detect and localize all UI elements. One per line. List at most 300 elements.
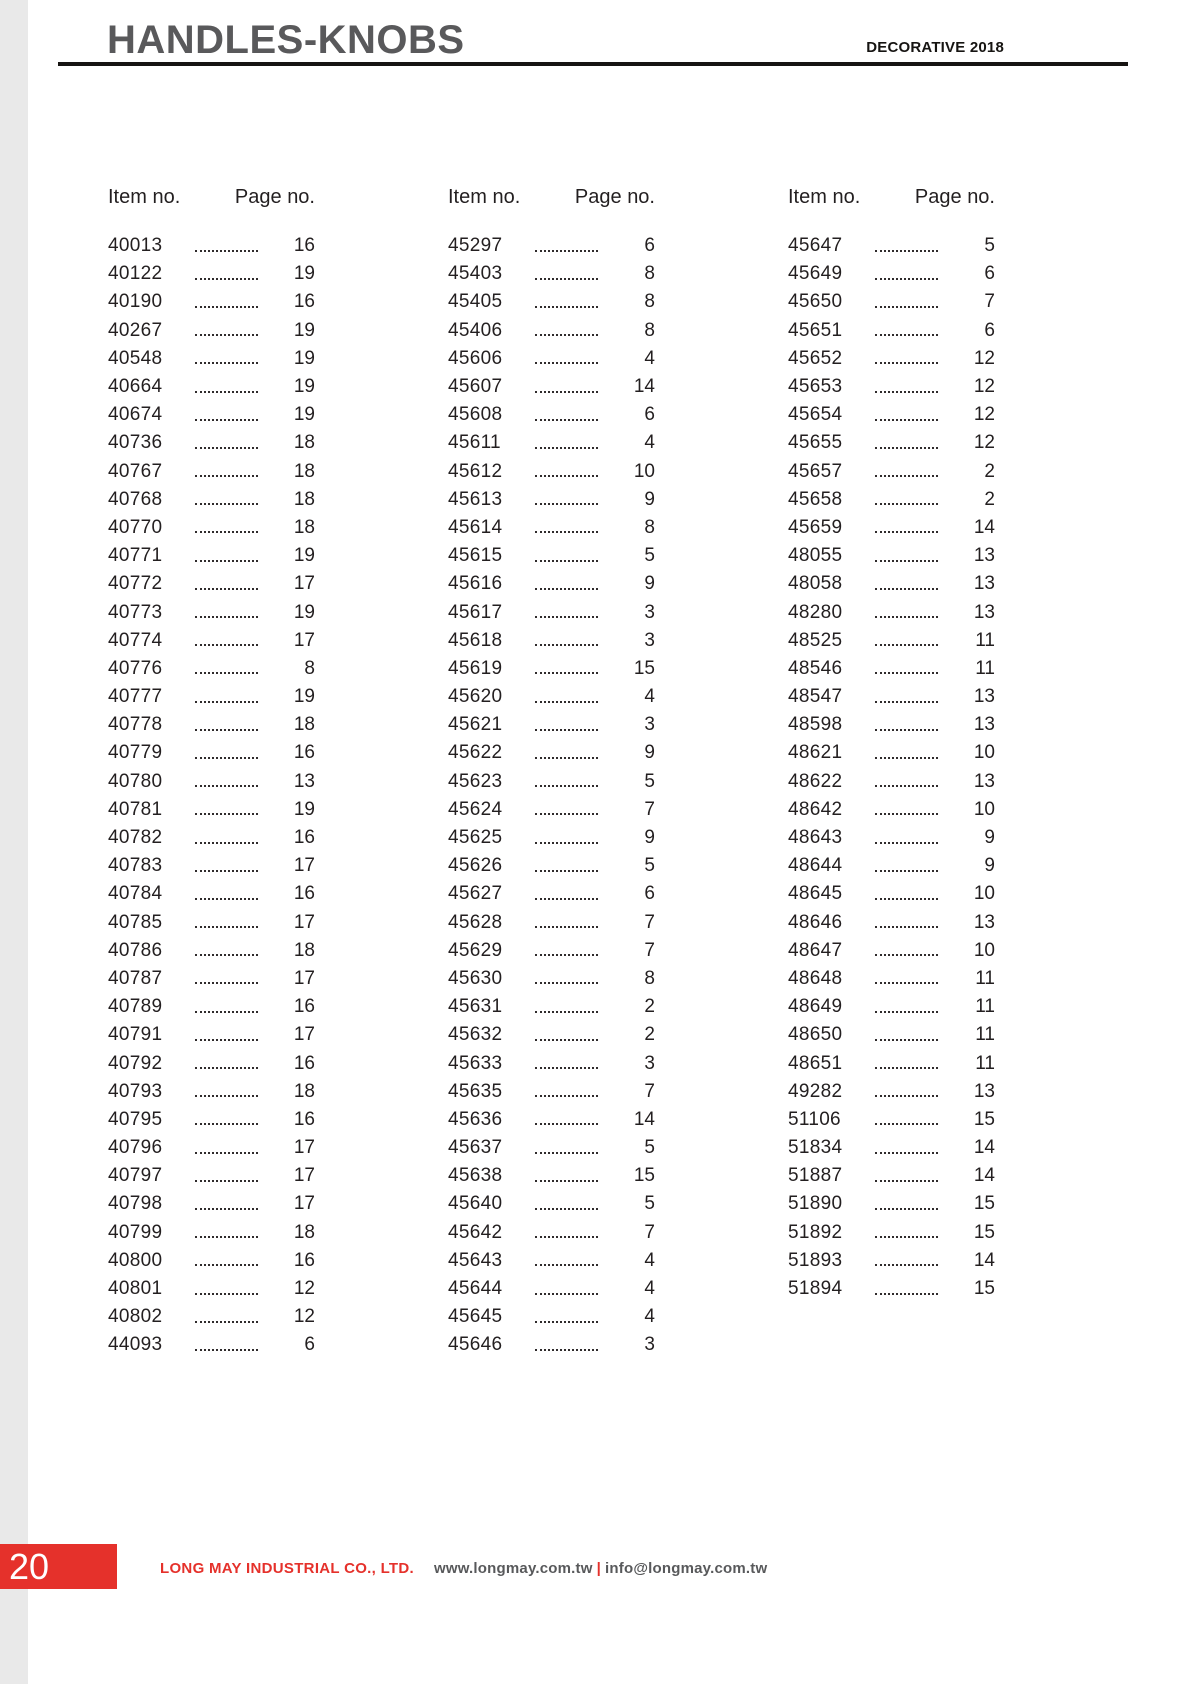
page-no: 7: [984, 291, 995, 313]
footer-separator: |: [596, 1560, 602, 1577]
dotted-leader: [195, 1340, 258, 1351]
dotted-leader: [875, 1058, 938, 1069]
index-row: [108, 880, 315, 908]
index-row: [108, 909, 315, 937]
page-no: 3: [644, 1052, 655, 1074]
dotted-leader: [535, 438, 598, 449]
page-no: 13: [973, 686, 995, 708]
page-no: 8: [644, 967, 655, 989]
page-no: 19: [293, 545, 315, 567]
page-no: 17: [293, 1137, 315, 1159]
dotted-leader: [535, 466, 598, 477]
page-number-badge: [0, 1544, 117, 1589]
page-no: 13: [973, 911, 995, 933]
dotted-leader: [195, 1227, 258, 1238]
page-no: 10: [633, 460, 655, 482]
item-no: 45612: [448, 460, 503, 482]
index-row: [788, 401, 995, 429]
dotted-leader: [535, 945, 598, 956]
dotted-leader: [535, 325, 598, 336]
index-row: [108, 739, 315, 767]
page-no: 7: [644, 1080, 655, 1102]
index-row: [788, 880, 995, 908]
dotted-leader: [535, 551, 598, 562]
index-row: [108, 345, 315, 373]
index-row: [448, 232, 655, 260]
dotted-leader: [535, 1171, 598, 1182]
index-row: [788, 683, 995, 711]
index-row: [788, 598, 995, 626]
dotted-leader: [195, 1086, 258, 1097]
index-row: [448, 1021, 655, 1049]
dotted-leader: [875, 1086, 938, 1097]
page-no: 16: [293, 291, 315, 313]
index-row: [448, 429, 655, 457]
index-row: [788, 514, 995, 542]
item-no: 45621: [448, 714, 503, 736]
index-row: [108, 993, 315, 1021]
item-no: 45613: [448, 488, 503, 510]
item-no: 40793: [108, 1080, 163, 1102]
page-no: 4: [644, 432, 655, 454]
dotted-leader: [535, 635, 598, 646]
index-row: [788, 1106, 995, 1134]
page-no: 6: [644, 883, 655, 905]
page-no: 14: [973, 1165, 995, 1187]
page-no: 17: [293, 1024, 315, 1046]
item-no: 40548: [108, 347, 163, 369]
dotted-leader: [195, 973, 258, 984]
item-no: 45629: [448, 939, 503, 961]
page-no: 17: [293, 911, 315, 933]
dotted-leader: [875, 551, 938, 562]
index-row: [108, 317, 315, 345]
item-no: 45617: [448, 601, 503, 623]
dotted-leader: [195, 382, 258, 393]
page-no: 14: [633, 376, 655, 398]
item-no: 48649: [788, 996, 843, 1018]
page-no: 13: [973, 714, 995, 736]
page-no: 16: [293, 827, 315, 849]
page-no: 2: [644, 1024, 655, 1046]
index-row: [448, 1247, 655, 1275]
page-no: 6: [644, 404, 655, 426]
dotted-leader: [195, 1114, 258, 1125]
dotted-leader: [195, 833, 258, 844]
dotted-leader: [875, 663, 938, 674]
page-no: 16: [293, 742, 315, 764]
page-no: 12: [293, 1278, 315, 1300]
index-row: [448, 1190, 655, 1218]
item-no: 48642: [788, 798, 843, 820]
index-row: [108, 542, 315, 570]
page-no: 5: [644, 855, 655, 877]
page-no: 16: [293, 883, 315, 905]
dotted-leader: [875, 382, 938, 393]
page-no: 18: [293, 939, 315, 961]
dotted-leader: [195, 861, 258, 872]
dotted-leader: [875, 973, 938, 984]
page-no-header: Page no.: [234, 186, 315, 208]
item-no: 48651: [788, 1052, 843, 1074]
dotted-leader: [195, 663, 258, 674]
index-column-2: [448, 183, 655, 1360]
item-no: 51890: [788, 1193, 843, 1215]
index-row: [448, 542, 655, 570]
dotted-leader: [535, 410, 598, 421]
page-no: 11: [975, 967, 995, 989]
page-footer: [160, 1560, 767, 1577]
page-no: 12: [973, 347, 995, 369]
dotted-leader: [535, 917, 598, 928]
index-row: [448, 768, 655, 796]
page-no: 17: [293, 967, 315, 989]
item-no: 45623: [448, 770, 503, 792]
index-row: [108, 1247, 315, 1275]
dotted-leader: [195, 776, 258, 787]
dotted-leader: [195, 1171, 258, 1182]
index-row: [448, 683, 655, 711]
index-row: [108, 852, 315, 880]
page-no: 19: [293, 376, 315, 398]
item-no: 40785: [108, 911, 163, 933]
dotted-leader: [875, 325, 938, 336]
item-no: 45646: [448, 1334, 503, 1356]
item-no: 45611: [448, 432, 501, 454]
index-row: [788, 1049, 995, 1077]
index-row: [108, 1219, 315, 1247]
index-row: [788, 232, 995, 260]
item-no: 48647: [788, 939, 843, 961]
item-no: 45652: [788, 347, 843, 369]
page-no: 19: [293, 319, 315, 341]
dotted-leader: [195, 635, 258, 646]
dotted-leader: [535, 889, 598, 900]
item-no: 48648: [788, 967, 843, 989]
index-row: [788, 317, 995, 345]
index-row: [448, 317, 655, 345]
dotted-leader: [535, 1086, 598, 1097]
index-row: [788, 542, 995, 570]
page-no: 6: [984, 319, 995, 341]
dotted-leader: [535, 353, 598, 364]
index-row: [448, 598, 655, 626]
page-no: 7: [644, 939, 655, 961]
index-row: [448, 711, 655, 739]
dotted-leader: [195, 1199, 258, 1210]
index-row: [448, 458, 655, 486]
item-no: 40798: [108, 1193, 163, 1215]
item-no: 45628: [448, 911, 503, 933]
page-no: 8: [304, 657, 315, 679]
item-no: 40674: [108, 404, 163, 426]
item-no: 45633: [448, 1052, 503, 1074]
item-no: 45650: [788, 291, 843, 313]
index-row: [108, 1049, 315, 1077]
page-no: 9: [984, 855, 995, 877]
dotted-leader: [195, 297, 258, 308]
column-header: [108, 183, 315, 211]
dotted-leader: [875, 297, 938, 308]
dotted-leader: [875, 410, 938, 421]
dotted-leader: [195, 748, 258, 759]
item-no: 40013: [108, 235, 163, 257]
item-no: 48646: [788, 911, 843, 933]
dotted-leader: [195, 522, 258, 533]
index-column-3: [788, 183, 995, 1360]
page-no: 13: [293, 770, 315, 792]
item-no: 40792: [108, 1052, 163, 1074]
dotted-leader: [875, 353, 938, 364]
item-no: 40786: [108, 939, 163, 961]
dotted-leader: [195, 1312, 258, 1323]
page-no: 15: [973, 1193, 995, 1215]
dotted-leader: [535, 1312, 598, 1323]
dotted-leader: [195, 917, 258, 928]
index-row: [108, 232, 315, 260]
item-no: 40800: [108, 1249, 163, 1271]
dotted-leader: [875, 579, 938, 590]
dotted-leader: [875, 804, 938, 815]
index-row: [788, 1275, 995, 1303]
dotted-leader: [535, 663, 598, 674]
dotted-leader: [535, 1143, 598, 1154]
item-no: 45620: [448, 686, 503, 708]
page-no: 18: [293, 488, 315, 510]
column-header: [788, 183, 995, 211]
item-no: 40664: [108, 376, 163, 398]
dotted-leader: [195, 1143, 258, 1154]
dotted-leader: [535, 494, 598, 505]
index-row: [788, 345, 995, 373]
index-row: [788, 1219, 995, 1247]
page-no: 6: [984, 263, 995, 285]
page-no: 2: [984, 488, 995, 510]
page-no: 3: [644, 601, 655, 623]
page-no: 4: [644, 347, 655, 369]
index-row: [448, 627, 655, 655]
index-row: [788, 1190, 995, 1218]
item-no: 40777: [108, 686, 163, 708]
index-row: [108, 429, 315, 457]
item-no: 40772: [108, 573, 163, 595]
item-no: 40190: [108, 291, 163, 313]
index-row: [788, 260, 995, 288]
dotted-leader: [195, 1002, 258, 1013]
dotted-leader: [195, 325, 258, 336]
index-row: [108, 1162, 315, 1190]
index-row: [448, 1049, 655, 1077]
index-row: [108, 1021, 315, 1049]
index-row: [448, 824, 655, 852]
page-no: 11: [975, 996, 995, 1018]
dotted-leader: [875, 1255, 938, 1266]
page-no: 16: [293, 1249, 315, 1271]
index-row: [788, 739, 995, 767]
item-no: 45630: [448, 967, 503, 989]
index-row: [448, 993, 655, 1021]
dotted-leader: [535, 382, 598, 393]
index-row: [108, 486, 315, 514]
dotted-leader: [195, 494, 258, 505]
dotted-leader: [875, 635, 938, 646]
page-no: 16: [293, 235, 315, 257]
item-no: 51893: [788, 1249, 843, 1271]
page-no: 15: [633, 657, 655, 679]
dotted-leader: [535, 692, 598, 703]
page-no: 5: [644, 545, 655, 567]
item-no: 45649: [788, 263, 843, 285]
index-row: [108, 824, 315, 852]
item-no-header: Item no.: [448, 186, 521, 208]
item-no: 48644: [788, 855, 843, 877]
dotted-leader: [195, 1058, 258, 1069]
index-row: [788, 1162, 995, 1190]
item-no: 40771: [108, 545, 163, 567]
dotted-leader: [195, 466, 258, 477]
page-no: 11: [975, 1052, 995, 1074]
item-no: 40796: [108, 1137, 163, 1159]
dotted-leader: [195, 1030, 258, 1041]
item-no: 40784: [108, 883, 163, 905]
column-header: [448, 183, 655, 211]
page-no-header: Page no.: [574, 186, 655, 208]
item-no: 45647: [788, 235, 843, 257]
index-row: [108, 1331, 315, 1359]
item-no: 45607: [448, 376, 503, 398]
page-no: 5: [644, 1137, 655, 1159]
index-row: [448, 345, 655, 373]
dotted-leader: [195, 241, 258, 252]
dotted-leader: [535, 522, 598, 533]
dotted-leader: [535, 1058, 598, 1069]
dotted-leader: [195, 438, 258, 449]
item-no: 48058: [788, 573, 843, 595]
item-no-header: Item no.: [788, 186, 861, 208]
index-row: [108, 655, 315, 683]
dotted-leader: [875, 1199, 938, 1210]
item-no: 40789: [108, 996, 163, 1018]
index-row: [448, 1303, 655, 1331]
page-no: 18: [293, 1080, 315, 1102]
item-no: 44093: [108, 1334, 163, 1356]
page-no: 3: [644, 714, 655, 736]
dotted-leader: [535, 579, 598, 590]
dotted-leader: [875, 692, 938, 703]
dotted-leader: [875, 466, 938, 477]
dotted-leader: [535, 269, 598, 280]
dotted-leader: [535, 1114, 598, 1125]
page-no: 12: [973, 404, 995, 426]
page-no: 11: [975, 1024, 995, 1046]
dotted-leader: [535, 1255, 598, 1266]
page-no: 18: [293, 1221, 315, 1243]
item-no: 40768: [108, 488, 163, 510]
page-no: 19: [293, 686, 315, 708]
dotted-leader: [535, 973, 598, 984]
index-row: [108, 1303, 315, 1331]
index-row: [788, 655, 995, 683]
page-no: 4: [644, 1249, 655, 1271]
dotted-leader: [875, 889, 938, 900]
header-rule: [58, 62, 1128, 66]
item-no: 40795: [108, 1108, 163, 1130]
index-row: [108, 683, 315, 711]
page-no: 18: [293, 516, 315, 538]
item-no: 40801: [108, 1278, 163, 1300]
page-no: 16: [293, 996, 315, 1018]
dotted-leader: [195, 720, 258, 731]
dotted-leader: [875, 494, 938, 505]
item-no: 40802: [108, 1306, 163, 1328]
dotted-leader: [195, 889, 258, 900]
page-no: 4: [644, 1278, 655, 1300]
index-row: [448, 570, 655, 598]
item-no: 40122: [108, 263, 163, 285]
index-row: [448, 514, 655, 542]
index-row: [108, 458, 315, 486]
item-no: 45619: [448, 657, 503, 679]
item-no: 40791: [108, 1024, 163, 1046]
index-row: [448, 739, 655, 767]
item-no: 45297: [448, 235, 503, 257]
index-row: [448, 909, 655, 937]
item-no: 40770: [108, 516, 163, 538]
item-no: 45657: [788, 460, 843, 482]
index-row: [788, 1247, 995, 1275]
index-row: [448, 880, 655, 908]
dotted-leader: [875, 1002, 938, 1013]
item-no: 48650: [788, 1024, 843, 1046]
item-no: 45638: [448, 1165, 503, 1187]
dotted-leader: [535, 833, 598, 844]
page-no: 15: [973, 1278, 995, 1300]
page-no: 11: [975, 629, 995, 651]
index-row: [108, 288, 315, 316]
dotted-leader: [875, 1171, 938, 1182]
dotted-leader: [195, 579, 258, 590]
item-no: 45645: [448, 1306, 503, 1328]
page-no: 4: [644, 686, 655, 708]
index-row: [788, 852, 995, 880]
item-no: 40783: [108, 855, 163, 877]
item-no: 45659: [788, 516, 843, 538]
page-no: 19: [293, 404, 315, 426]
index-row: [448, 288, 655, 316]
page-no: 8: [644, 516, 655, 538]
item-no: 45655: [788, 432, 843, 454]
index-row: [448, 260, 655, 288]
index-row: [448, 1162, 655, 1190]
page-no: 4: [644, 1306, 655, 1328]
index-row: [108, 965, 315, 993]
index-row: [108, 1134, 315, 1162]
dotted-leader: [195, 945, 258, 956]
dotted-leader: [535, 1199, 598, 1210]
index-row: [788, 1078, 995, 1106]
dotted-leader: [535, 861, 598, 872]
page-no: 3: [644, 1334, 655, 1356]
index-row: [788, 373, 995, 401]
footer-contact: [434, 1560, 767, 1577]
page-no: 10: [973, 883, 995, 905]
page-no: 7: [644, 1221, 655, 1243]
item-no: 45615: [448, 545, 503, 567]
item-no: 45614: [448, 516, 503, 538]
edition-label: DECORATIVE 2018: [866, 39, 1004, 56]
item-no: 45624: [448, 798, 503, 820]
item-no: 40797: [108, 1165, 163, 1187]
